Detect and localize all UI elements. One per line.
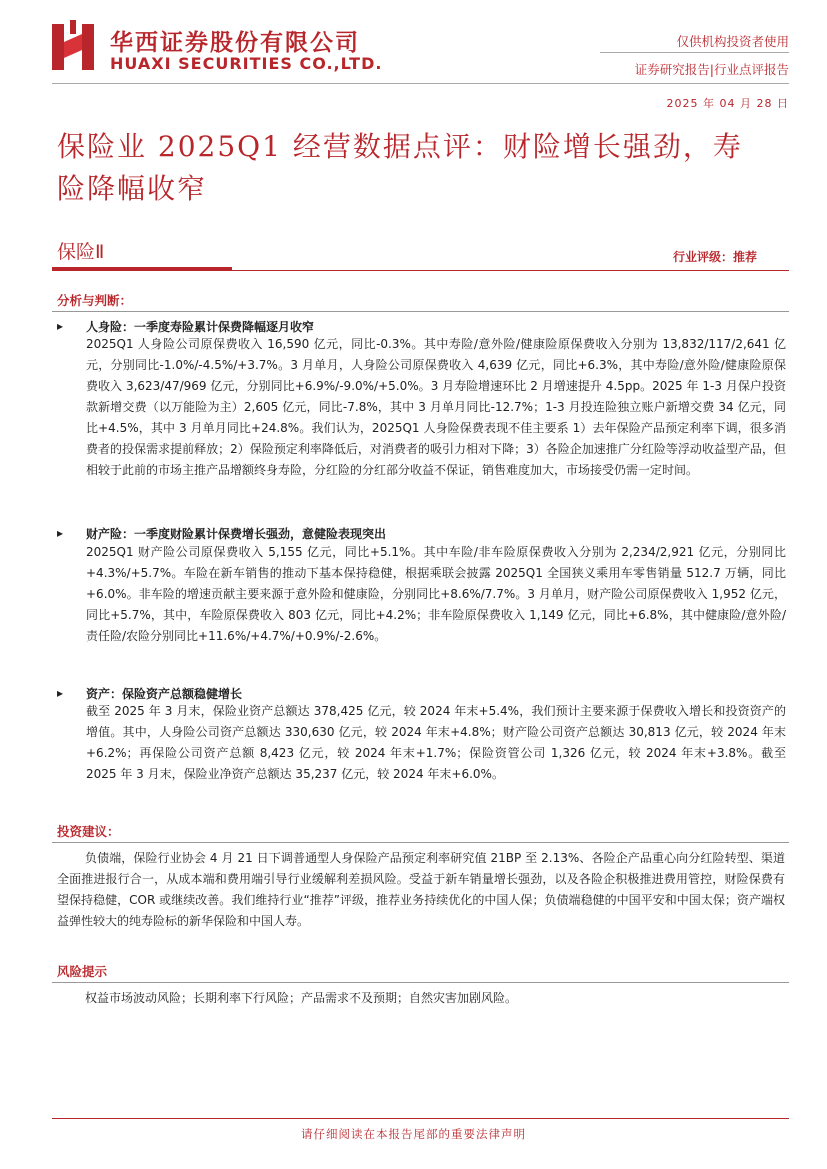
rating-underline [232,270,789,271]
investment-text: 负债端，保险行业协会 4 月 21 日下调普通型人身保险产品预定利率研究值 21BP 至 2.13%、各险企产品重心向分红险转型、渠道全面推进报行合一，从成本端和费用端引导行业缓解利差损风险。受益于新车销量增长强劲，以及各险企积极推进费用管控，财险保费有望保持稳健，COR 或继续改善。我们维持行业“推荐”评级，推荐业务持续优化的中国人保；负债端稳健的中国平安和中国太保；资产端权益弹性较大的纯寿险标的新华保险和中国人寿。 [57,851,785,928]
bullet-text-life: 2025Q1 人身险公司原保费收入 16,590 亿元，同比-0.3%。其中寿险/意外险/健康险原保费收入分别为 13,832/117/2,641 亿元，分别同比-1.0%/-4.5%/+3.7%。3 月单月，人身险公司原保费收入 4,639 亿元，同比+6.3%，其中寿险/意外险/健康险原保费收入 3,623/47/969 亿元，分别同比+6.9%/-9.0%/+5.0%。3 月寿险增速环比 2 月增速提升 4.5pp。2025 年 1-3 月保户投资款新增交费（以万能险为主）2,605 亿元，同比-7.8%，其中 3 月单月同比-12.7%；1-3 月投连险独立账户新增交费 34 亿元，同比+4.5%，其中 3 月单月同比+24.8%。我们认为，2025Q1 人身险保费表现不佳主要系 1）去年保险产品预定利率下调，很多消费者的投保需求提前释放；2）保险预定利率降低后，对消费者的吸引力相对下降；3）各险企加速推广分红险等浮动收益型产品，但相较于此前的市场主推产品增额终身寿险，分红险的分红部分收益不保证，销售难度加大，市场接受仍需一定时间。 [86,337,786,477]
bullet-title-life: 人身险：一季度寿险累计保费降幅逐月收窄 [86,320,315,334]
report-title: 保险业 2025Q1 经营数据点评：财险增长强劲，寿险降幅收窄 [57,130,743,205]
analysis-rule [52,311,789,312]
risk-heading: 风险提示 [57,964,108,979]
bullet-text-property: 2025Q1 财产险公司原保费收入 5,155 亿元，同比+5.1%。其中车险/非车险原保费收入分别为 2,234/2,921 亿元，分别同比+4.3%/+5.7%。车险在新车销售的推动下基本保持稳健，根据乘联会披露 2025Q1 全国狭义乘用车零售销量 512.7 万辆，同比+6.0%。非车险的增速贡献主要来源于意外险和健康险，分别同比+8.6%/7.7%。3 月单月，财产险公司原保费收入 1,952 亿元，同比+5.7%，其中，车险原保费收入 803 亿元，同比+4.2%；非车险原保费收入 1,149 亿元，同比+6.8%，其中健康险/意外险/责任险/农险分别同比+11.6%/+4.7%/+0.9%/-2.6%。 [86,545,786,643]
bullet-title-assets: 资产：保险资产总额稳健增长 [86,687,243,701]
risk-rule [52,982,789,983]
sector-label: 保险Ⅱ [57,241,105,263]
report-type: 证券研究报告|行业点评报告 [634,62,789,77]
bullet-icon: ▸ [57,526,64,540]
company-name-cn: 华西证券股份有限公司 [110,29,360,56]
legal-notice: 请仔细阅读在本报告尾部的重要法律声明 [301,1127,526,1141]
risk-text: 权益市场波动风险；长期利率下行风险；产品需求不及预期；自然灾害加剧风险。 [85,991,518,1005]
investment-heading: 投资建议： [57,824,120,839]
header-divider [600,52,789,53]
bullet-text-assets: 截至 2025 年 3 月末，保险业资产总额达 378,425 亿元，较 2024 年末+5.4%，我们预计主要来源于保费收入增长和投资资产的增值。其中，人身险公司资产总额达 330,630 亿元，较 2024 年末+4.8%；财产险公司资产总额达 30,813 亿元，较 2024 年末+6.2%；再保险公司资产总额 8,423 亿元，较 2024 年末+1.7%；保险资管公司 1,326 亿元，较 2024 年末+3.8%。截至 2025 年 3 月末，保险业净资产总额达 35,237 亿元，较 2024 年末+6.0%。 [86,704,786,781]
footer-rule [52,1118,789,1119]
bullet-icon: ▸ [57,319,64,333]
audience-note: 仅供机构投资者使用 [676,34,789,49]
bullet-title-property: 财产险：一季度财险累计保费增长强劲，意健险表现突出 [86,527,387,541]
company-name-en: HUAXI SECURITIES CO.,LTD. [110,54,383,73]
bullet-icon: ▸ [57,686,64,700]
sector-underline [52,267,232,271]
header-rule [52,83,789,84]
report-date: 2025 年 04 月 28 日 [666,97,789,110]
industry-rating: 行业评级：推荐 [672,250,757,264]
huaxi-logo-icon [52,20,98,72]
analysis-heading: 分析与判断： [57,293,133,308]
investment-rule [52,842,789,843]
